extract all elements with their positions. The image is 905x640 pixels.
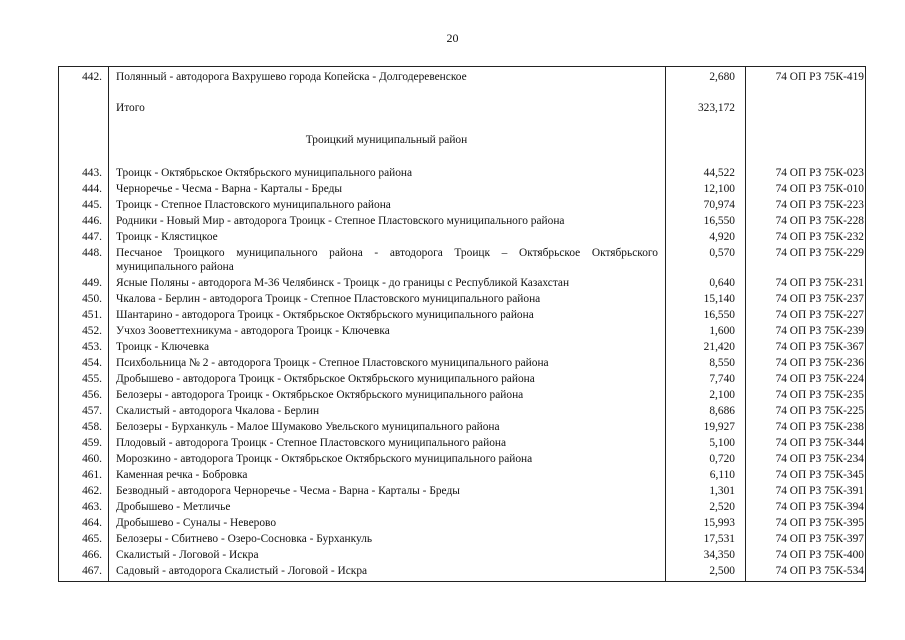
- road-name: Дробышево - Метличье: [116, 501, 231, 513]
- road-code: 74 ОП РЗ 75К-010: [775, 183, 864, 195]
- road-name: Троицк - Степное Пластовского муниципального района: [116, 199, 391, 211]
- road-code: 74 ОП РЗ 75К-235: [775, 389, 864, 401]
- road-name: Скалистый - автодорога Чкалова - Берлин: [116, 405, 320, 417]
- road-length: 16,550: [703, 309, 735, 321]
- road-length: 2,520: [709, 501, 735, 513]
- road-code: 74 ОП РЗ 75К-227: [775, 309, 864, 321]
- row-number: 442.: [82, 71, 102, 83]
- road-code: 74 ОП РЗ 75К-395: [775, 517, 864, 529]
- road-length: 15,140: [703, 293, 735, 305]
- road-code: 74 ОП РЗ 75К-400: [775, 549, 864, 561]
- row-number: 459.: [82, 437, 102, 449]
- road-length: 1,301: [709, 485, 735, 497]
- road-length: 44,522: [703, 167, 735, 179]
- road-length: 7,740: [709, 373, 735, 385]
- road-name: Белозеры - автодорога Троицк - Октябрьское Октябрьского муниципального района: [116, 389, 524, 401]
- road-name: Безводный - автодорога Черноречье - Чесма - Варна - Карталы - Бреды: [116, 485, 460, 497]
- road-code: 74 ОП РЗ 75К-391: [775, 485, 864, 497]
- road-code: 74 ОП РЗ 75К-228: [775, 215, 864, 227]
- row-number: 452.: [82, 325, 102, 337]
- road-name: Ясные Поляны - автодорога М-36 Челябинск - Троицк - до границы с Республикой Казахстан: [116, 277, 570, 289]
- road-length: 17,531: [703, 533, 735, 545]
- road-code: 74 ОП РЗ 75К-394: [775, 501, 864, 513]
- road-code: 74 ОП РЗ 75К-238: [775, 421, 864, 433]
- road-name: Белозеры - Бурханкуль - Малое Шумаково Увельского муниципального района: [116, 421, 500, 433]
- road-name: Полянный - автодорога Вахрушево города Копейска - Долгодеревенское: [116, 71, 467, 83]
- row-number: 455.: [82, 373, 102, 385]
- road-code: 74 ОП РЗ 75К-237: [775, 293, 864, 305]
- row-number: 456.: [82, 389, 102, 401]
- road-length: 4,920: [709, 231, 735, 243]
- road-code: 74 ОП РЗ 75К-225: [775, 405, 864, 417]
- row-number: 450.: [82, 293, 102, 305]
- road-length: 2,500: [709, 565, 735, 577]
- road-code: 74 ОП РЗ 75К-397: [775, 533, 864, 545]
- road-code: 74 ОП РЗ 75К-224: [775, 373, 864, 385]
- road-code: 74 ОП РЗ 75К-344: [775, 437, 864, 449]
- road-code: 74 ОП РЗ 75К-534: [775, 565, 864, 577]
- road-code: 74 ОП РЗ 75К-229: [775, 247, 864, 259]
- road-name: Чкалова - Берлин - автодорога Троицк - Степное Пластовского муниципального района: [116, 293, 541, 305]
- road-length: 6,110: [709, 469, 735, 481]
- road-length: 8,550: [709, 357, 735, 369]
- road-name: Каменная речка - Бобровка: [116, 469, 248, 481]
- row-number: 451.: [82, 309, 102, 321]
- row-number: 467.: [82, 565, 102, 577]
- row-number: 458.: [82, 421, 102, 433]
- road-length: 2,100: [709, 389, 735, 401]
- road-code: 74 ОП РЗ 75К-236: [775, 357, 864, 369]
- road-length: 8,686: [709, 405, 735, 417]
- road-code: 74 ОП РЗ 75К-367: [775, 341, 864, 353]
- road-name: Шантарино - автодорога Троицк - Октябрьское Октябрьского муниципального района: [116, 309, 534, 321]
- road-code: 74 ОП РЗ 75К-232: [775, 231, 864, 243]
- total-value: 323,172: [697, 102, 735, 114]
- road-name: Дробышево - автодорога Троицк - Октябрьское Октябрьского муниципального района: [116, 373, 535, 385]
- row-number: 460.: [82, 453, 102, 465]
- road-length: 0,720: [709, 453, 735, 465]
- road-length: 0,570: [709, 247, 735, 259]
- road-length: 15,993: [703, 517, 735, 529]
- row-number: 449.: [82, 277, 102, 289]
- row-number: 448.: [82, 247, 102, 259]
- road-length: 12,100: [703, 183, 735, 195]
- road-length: 19,927: [703, 421, 735, 433]
- road-name: Троицк - Октябрьское Октябрьского муниципального района: [116, 167, 413, 179]
- row-number: 445.: [82, 199, 102, 211]
- road-name: Троицк - Клястицкое: [116, 231, 218, 243]
- road-length: 70,974: [703, 199, 735, 211]
- road-length: 0,640: [709, 277, 735, 289]
- row-number: 457.: [82, 405, 102, 417]
- row-number: 461.: [82, 469, 102, 481]
- road-name: Троицк - Ключевка: [116, 341, 210, 353]
- road-code: 74 ОП РЗ 75К-231: [775, 277, 864, 289]
- row-number: 444.: [82, 183, 102, 195]
- row-number: 462.: [82, 485, 102, 497]
- row-number: 454.: [82, 357, 102, 369]
- road-length: 2,680: [709, 71, 735, 83]
- road-code: 74 ОП РЗ 75К-239: [775, 325, 864, 337]
- road-code: 74 ОП РЗ 75К-345: [775, 469, 864, 481]
- row-number: 463.: [82, 501, 102, 513]
- roads-table: [58, 66, 866, 582]
- road-name: Плодовый - автодорога Троицк - Степное Пластовского муниципального района: [116, 437, 507, 449]
- page-number: 20: [446, 31, 459, 45]
- row-number: 446.: [82, 215, 102, 227]
- road-code: 74 ОП РЗ 75К-234: [775, 453, 864, 465]
- road-length: 21,420: [703, 341, 735, 353]
- road-length: 5,100: [709, 437, 735, 449]
- row-number: 447.: [82, 231, 102, 243]
- road-length: 34,350: [703, 549, 735, 561]
- row-number: 443.: [82, 167, 102, 179]
- road-name: Психбольница № 2 - автодорога Троицк - Степное Пластовского муниципального района: [116, 357, 549, 369]
- row-number: 466.: [82, 549, 102, 561]
- road-code: 74 ОП РЗ 75К-223: [775, 199, 864, 211]
- road-length: 16,550: [703, 215, 735, 227]
- road-code: 74 ОП РЗ 75К-023: [775, 167, 864, 179]
- road-name: Белозеры - Сбитнево - Озеро-Сосновка - Бурханкуль: [116, 533, 373, 545]
- road-name: Родники - Новый Мир - автодорога Троицк - Степное Пластовского муниципального района: [116, 215, 565, 227]
- road-name: Садовый - автодорога Скалистый - Логовой - Искра: [116, 565, 368, 577]
- row-number: 464.: [82, 517, 102, 529]
- row-number: 465.: [82, 533, 102, 545]
- road-name: Учхоз Зооветтехникума - автодорога Троицк - Ключевка: [116, 325, 390, 337]
- road-name: Морозкино - автодорога Троицк - Октябрьское Октябрьского муниципального района: [116, 453, 533, 465]
- road-name: Песчаное Троицкого муниципального района - автодорога Троицк – Октябрьское Октябрьского муниципального района: [116, 247, 658, 273]
- road-code: 74 ОП РЗ 75К-419: [775, 71, 864, 83]
- section-title: Троицкий муниципальный район: [305, 134, 468, 146]
- road-name: Скалистый - Логовой - Искра: [116, 549, 259, 561]
- total-label: Итого: [116, 102, 145, 114]
- road-name: Дробышево - Суналы - Неверово: [116, 517, 277, 529]
- row-number: 453.: [82, 341, 102, 353]
- road-length: 1,600: [709, 325, 735, 337]
- road-name: Черноречье - Чесма - Варна - Карталы - Бреды: [116, 183, 343, 195]
